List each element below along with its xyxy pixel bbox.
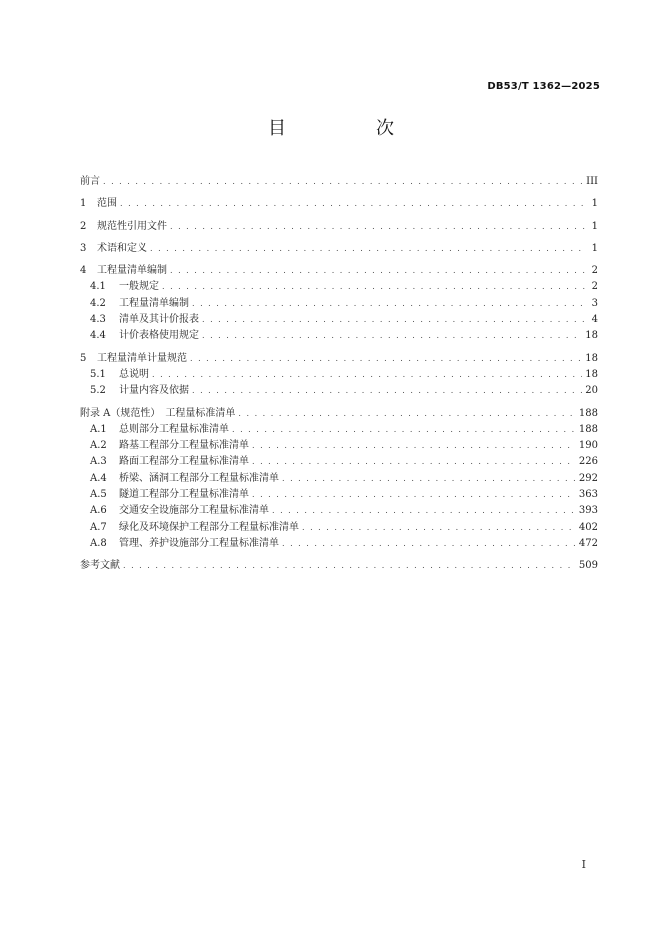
table-of-contents: [80, 174, 598, 575]
toc-entry-page: 1: [591, 220, 598, 232]
toc-entry-page: 18: [585, 368, 598, 380]
toc-entry-number: 4: [80, 265, 87, 277]
page-title: 目 次: [268, 118, 430, 139]
toc-entry-number: A.6: [90, 505, 107, 517]
toc-entry-page: 3: [591, 297, 598, 309]
toc-entry-label: 前言: [80, 176, 100, 187]
toc-entry-label: 总说明: [119, 368, 149, 380]
toc-entry[interactable]: [80, 367, 598, 383]
toc-entry[interactable]: [80, 383, 598, 399]
toc-entry-page: 363: [578, 489, 598, 501]
toc-entry-number: 3: [80, 242, 87, 254]
toc-entry-label: 清单及其计价报表: [119, 314, 199, 326]
toc-entry-label: 工程量清单计量规范: [97, 352, 187, 364]
toc-entry-page: 4: [591, 314, 598, 326]
toc-entry[interactable]: [80, 536, 598, 552]
toc-entry[interactable]: [80, 487, 598, 503]
toc-entry[interactable]: [80, 263, 598, 279]
toc-entry-number: A.2: [90, 440, 107, 452]
toc-entry-page: 472: [578, 537, 598, 549]
toc-leader-dots: [150, 241, 585, 257]
toc-entry[interactable]: [80, 558, 598, 574]
toc-entry[interactable]: [80, 174, 598, 190]
toc-entry-number: A.7: [90, 521, 107, 533]
toc-entry-number: A.1: [90, 423, 107, 435]
toc-entry[interactable]: [80, 422, 598, 438]
toc-entry-number: 4.1: [90, 281, 106, 293]
toc-entry-label: 路基工程部分工程量标准清单: [119, 440, 249, 452]
toc-leader-dots: [192, 383, 582, 399]
toc-entry-label: 路面工程部分工程量标准清单: [119, 456, 249, 468]
toc-entry-number: 5.1: [90, 368, 106, 380]
toc-entry-label: 参考文献: [80, 560, 120, 572]
toc-entry-page: 2: [591, 281, 598, 293]
toc-entry-number: 4.3: [90, 314, 106, 326]
page-number: I: [581, 858, 586, 871]
toc-entry-page: 1: [591, 198, 598, 210]
toc-leader-dots: [190, 351, 582, 367]
toc-entry-label: 一般规定: [119, 281, 159, 293]
toc-entry-number: 4.2: [90, 297, 106, 309]
toc-entry-number: 5: [80, 352, 87, 364]
toc-entry-label: 绿化及环境保护工程部分工程量标准清单: [119, 521, 299, 533]
toc-entry[interactable]: [80, 312, 598, 328]
toc-entry[interactable]: [80, 471, 598, 487]
toc-entry-label: 规范性引用文件: [97, 220, 167, 232]
toc-entry-page: III: [586, 176, 598, 187]
toc-entry[interactable]: [80, 520, 598, 536]
toc-entry[interactable]: [80, 219, 598, 235]
toc-entry-number: 1: [80, 198, 87, 210]
toc-entry-label: 桥梁、涵洞工程部分工程量标准清单: [119, 472, 279, 484]
document-code: DB53/T 1362—2025: [487, 81, 600, 92]
toc-entry-page: 2: [591, 265, 598, 277]
toc-leader-dots: [252, 438, 576, 454]
toc-entry-page: 18: [585, 330, 598, 342]
toc-entry[interactable]: [80, 279, 598, 295]
toc-entry-page: 509: [578, 560, 598, 572]
toc-entry-page: 20: [585, 385, 598, 397]
toc-entry-label: 隧道工程部分工程量标准清单: [119, 489, 249, 501]
toc-entry-label: 工程量清单编制: [97, 265, 167, 277]
toc-leader-dots: [232, 422, 576, 438]
toc-entry[interactable]: [80, 438, 598, 454]
toc-entry-page: 188: [578, 407, 598, 419]
toc-entry-page: 18: [585, 352, 598, 364]
toc-entry-label: 范围: [97, 198, 117, 210]
toc-leader-dots: [252, 454, 576, 470]
toc-leader-dots: [103, 174, 583, 190]
toc-leader-dots: [192, 296, 585, 312]
toc-leader-dots: [282, 536, 576, 552]
toc-entry-label: 工程量清单编制: [119, 297, 189, 309]
toc-leader-dots: [170, 219, 585, 235]
toc-leader-dots: [272, 503, 576, 519]
toc-leader-dots: [238, 406, 576, 422]
toc-entry-page: 402: [578, 521, 598, 533]
toc-entry[interactable]: [80, 406, 598, 422]
toc-entry[interactable]: [80, 454, 598, 470]
toc-leader-dots: [202, 328, 582, 344]
toc-entry[interactable]: [80, 241, 598, 257]
toc-entry-number: A.8: [90, 537, 107, 549]
toc-leader-dots: [152, 367, 582, 383]
toc-entry[interactable]: [80, 503, 598, 519]
toc-entry[interactable]: [80, 328, 598, 344]
toc-entry-page: 226: [578, 456, 598, 468]
toc-leader-dots: [252, 487, 576, 503]
toc-entry-number: 2: [80, 220, 87, 232]
toc-leader-dots: [120, 196, 585, 212]
toc-entry-number: A.5: [90, 489, 107, 501]
toc-entry-page: 1: [591, 242, 598, 254]
toc-entry-page: 190: [578, 440, 598, 452]
toc-leader-dots: [162, 279, 585, 295]
toc-entry-label: 计价表格使用规定: [119, 330, 199, 342]
toc-entry[interactable]: [80, 196, 598, 212]
toc-entry-label: 总则部分工程量标准清单: [119, 423, 229, 435]
toc-entry-label: 管理、养护设施部分工程量标准清单: [119, 537, 279, 549]
toc-entry-number: A.3: [90, 456, 107, 468]
toc-leader-dots: [170, 263, 585, 279]
toc-entry-number: A.4: [90, 472, 107, 484]
toc-entry-page: 393: [578, 505, 598, 517]
toc-entry-page: 188: [578, 423, 598, 435]
toc-entry-label: 计量内容及依据: [119, 385, 189, 397]
toc-entry-label: 附录 A（规范性） 工程量标准清单: [80, 407, 236, 419]
toc-entry-number: 4.4: [90, 330, 106, 342]
toc-entry-label: 交通安全设施部分工程量标准清单: [119, 505, 269, 517]
toc-entry-label: 术语和定义: [97, 242, 147, 254]
toc-leader-dots: [202, 312, 585, 328]
toc-leader-dots: [302, 520, 576, 536]
toc-entry[interactable]: [80, 296, 598, 312]
toc-entry-page: 292: [578, 472, 598, 484]
toc-entry[interactable]: [80, 351, 598, 367]
toc-leader-dots: [282, 471, 576, 487]
toc-leader-dots: [123, 558, 576, 574]
toc-entry-number: 5.2: [90, 385, 106, 397]
